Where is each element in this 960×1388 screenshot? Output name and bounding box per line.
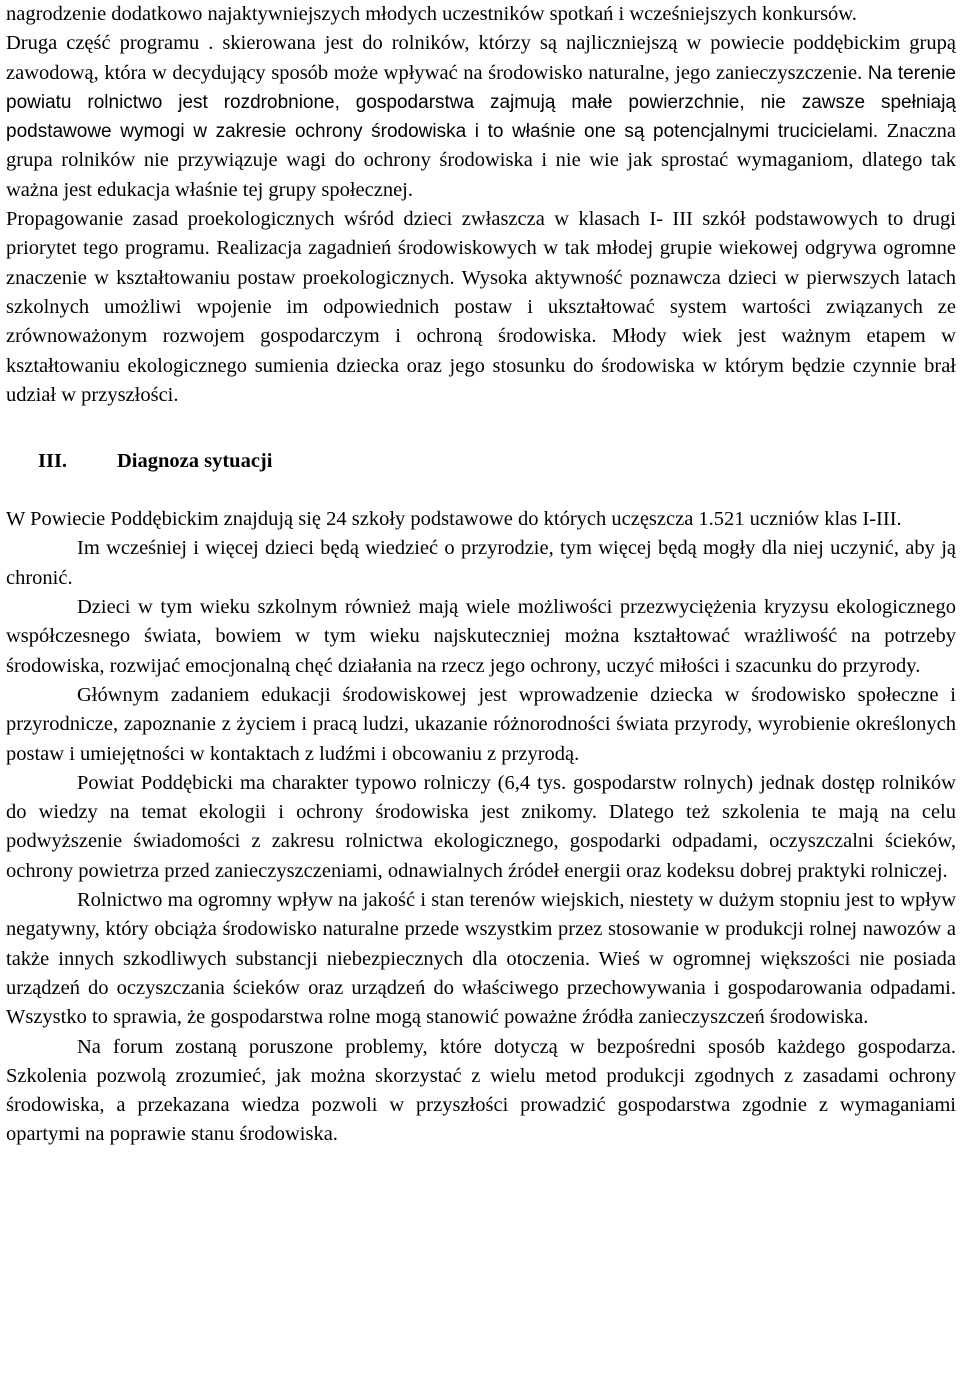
section-paragraph: W Powiecie Poddębickim znajdują się 24 szkoły podstawowe do których uczęszcza 1.521 uczniów klas I-III. (6, 508, 902, 531)
section-heading (6, 447, 956, 476)
spacer (6, 476, 956, 505)
spacer (6, 410, 956, 439)
section-paragraph: Powiat Poddębicki ma charakter typowo rolniczy (6,4 tys. gospodarstw rolnych) jednak dostęp rolników do wiedzy na temat ekologii i ochrony środowiska jest znikomy. Dlatego też szkolenia te mają na celu podwyższenie świadomości z zakresu rolnictwa ekologicznego, gospodarki odpadami, oczyszczalni ścieków, ochrony powietrza przed zanieczyszczeniami, odnawialnych źródeł energii oraz kodeksu dobrej praktyki rolniczej. (6, 771, 956, 882)
section-paragraph: Na forum zostaną poruszone problemy, które dotyczą w bezpośredni sposób każdego gospodarza. Szkolenia pozwolą zrozumieć, jak można skorzystać z wielu metod produkcji zgodnych z zasadami ochrony środowiska, a przekazana wiedza pozwoli w przyszłości prowadzić gospodarstwa zgodnie z wymaganiami opartymi na poprawie stanu środowiska. (6, 1035, 956, 1146)
document-page (6, 0, 956, 1150)
section-body (6, 505, 956, 1150)
druga-part-2: Na terenie powiatu rolnictwo jest rozdrobnione, gospodarstwa zajmują małe powierzchnie, nie zawsze spełniają podstawowe wymogi w zakresie ochrony środowiska i to właśnie one są potencjalnymi trucicielami. (6, 62, 956, 143)
druga-part-1: Druga część programu . skierowana jest do rolników, którzy są najliczniejszą w powiecie poddębickim grupą zawodową, która w decydujący sposób może wpływać na środowisko naturalne, jego zanieczyszczenie. (6, 32, 956, 84)
section-paragraph: Rolnictwo ma ogromny wpływ na jakość i stan terenów wiejskich, niestety w dużym stopniu jest to wpływ negatywny, który obciąża środowisko naturalne przede wszystkim przez stosowanie w produkcji rolnej nawozów a także innych szkodliwych substancji niebezpiecznych dla otoczenia. Wieś w ogromnej większości nie posiada urządzeń do oczyszczania ścieków oraz urządzeń do właściwego przechowywania i gospodarowania odpadami. Wszystko to sprawia, że gospodarstwa rolne mogą stanowić poważne źródła zanieczyszczeń środowiska. (6, 889, 956, 1029)
section-number: III. (38, 450, 68, 473)
section-title: Diagnoza sytuacji (117, 450, 273, 473)
paragraph-druga-czesc (6, 29, 956, 205)
paragraph-propagowanie: Propagowanie zasad proekologicznych wśród dzieci zwłaszcza w klasach I- III szkół podstawowych to drugi priorytet tego programu. Realizacja zagadnień środowiskowych w tak młodej grupie wiekowej odgrywa ogromne znaczenie w kształtowaniu postaw proekologicznych. Wysoka aktywność poznawcza dzieci w pierwszych latach szkolnych umożliwi wpojenie im odpowiednich postaw i ukształtować system wartości związanych ze zrównoważonym rozwojem gospodarczym i ochroną środowiska. Młody wiek jest ważnym etapem w kształtowaniu ekologicznego sumienia dziecka oraz jego stosunku do środowiska w którym będzie czynnie brał udział w przyszłości. (6, 208, 956, 406)
section-paragraph: Dzieci w tym wieku szkolnym również mają wiele możliwości przezwyciężenia kryzysu ekologicznego współczesnego świata, bowiem w tym wieku najskuteczniej można kształtować wrażliwość na potrzeby środowiska, rozwijać emocjonalną chęć działania na rzecz jego ochrony, uczyć miłości i szacunku do przyrody. (6, 596, 956, 677)
paragraph-intro: nagrodzenie dodatkowo najaktywniejszych młodych uczestników spotkań i wcześniejszych konkursów. (6, 3, 857, 25)
druga-part-3: Znaczna grupa rolników nie przywiązuje wagi do ochrony środowiska i nie wie jak sprostać wymaganiom, dlatego tak ważna jest edukacja właśnie tej grupy społecznej. (6, 120, 956, 201)
section-paragraph: Im wcześniej i więcej dzieci będą wiedzieć o przyrodzie, tym więcej będą mogły dla niej uczynić, aby ją chronić. (6, 537, 956, 589)
section-paragraph: Głównym zadaniem edukacji środowiskowej jest wprowadzenie dziecka w środowisko społeczne i przyrodnicze, zapoznanie z życiem i pracą ludzi, ukazanie różnorodności świata przyrody, wyrobienie określonych postaw i umiejętności w kontaktach z ludźmi i obcowaniu z przyrodą. (6, 683, 956, 765)
